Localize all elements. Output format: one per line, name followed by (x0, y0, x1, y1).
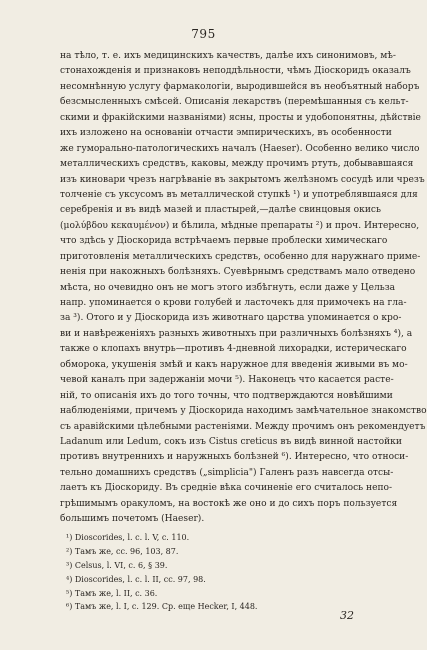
text-line: ненія при накожныхъ болѣзняхъ. Суевѣрнымъ средствамъ мало отведено (60, 267, 416, 278)
text-line: съ аравійскими цѣлебными растеніями. Между прочимъ онъ рекомендуетъ (60, 421, 426, 432)
text-line: тельно домашнихъ средствъ („simplicia") Галенъ разъ навсегда отсы- (60, 467, 394, 478)
footnote: ²) Тамъ же, сс. 96, 103, 87. (66, 546, 179, 556)
text-line: приготовленія металлическихъ средствъ, особенно для наружнаго приме- (60, 251, 421, 262)
text-line: ви и навѣреженіяхъ разныхъ животныхъ при различныхъ болѣзняхъ ⁴), а (60, 328, 413, 339)
text-line: большимъ почетомъ (Haeser). (60, 514, 205, 525)
footnote: ¹) Dioscorides, l. c. l. V, c. 110. (66, 533, 190, 542)
text-line: также о клопахъ внутрь—противъ 4-дневной лихорадки, истерическаго (60, 344, 407, 355)
text-line: на тѣло, т. е. ихъ медицинскихъ качествъ, далѣе ихъ синонимовъ, мѣ- (60, 51, 396, 61)
text-line: Ladanum или Ledum, сокъ изъ Cistus creticus въ видѣ винной настойки (60, 436, 402, 447)
text-line: серебренія и въ видѣ мазей и пластырей,—далѣе свинцовыя окись (60, 205, 381, 216)
footnote: ⁴) Dioscorides, l. c. l. II, cc. 97, 98. (66, 574, 206, 584)
text-line: чевой каналъ при задержаніи мочи ⁵). Наконецъ что касается расте- (60, 375, 394, 386)
text-line: противъ внутреннихъ и наружныхъ болѣзней ⁶). Интересно, что относи- (60, 452, 409, 463)
footnotes (66, 531, 366, 614)
text-line: ихъ изложено на основаніи отчасти эмпирическихъ, въ особенности (60, 128, 392, 139)
text-line: ній, то описанія ихъ до того точны, что подтверждаются новѣйшими (60, 390, 393, 401)
page-number: 795 (191, 27, 216, 41)
text-line: обморока, укушенія змѣй и какъ наружное для введенія живыми въ мо- (60, 359, 408, 370)
text-line: стонахожденія и признаковъ неподдѣльности, чѣмъ Діоскоридъ оказалъ (60, 66, 411, 77)
text-line: мѣста, но очевидно онъ не могъ этого избѣгнуть, если даже у Цельза (60, 282, 396, 293)
text-line: что здѣсь у Діоскорида встрѣчаемъ первые проблески химическаго (60, 236, 388, 247)
footnote: ³) Celsus, l. VI, c. 6, § 39. (66, 560, 168, 570)
text-line: несомнѣнную услугу фармакологіи, выродившейся въ необъятный наборъ (60, 81, 420, 92)
text-line: (μολύβδου κεκαυμένον) и бѣлила, мѣдные препараты ²) и проч. Интересно, (60, 220, 420, 231)
text-line: толченіе съ уксусомъ въ металлической ступкѣ ¹) и употреблявшаяся для (60, 189, 418, 200)
text-line: лаетъ къ Діоскориду. Въ средніе вѣка сочиненіе его считалось непо- (60, 483, 393, 494)
text-line: за ³). Отого и у Діоскорида изъ животнаго царства упоминается о кро- (60, 313, 402, 324)
text-line: скими и фракійскими названіями) ясны, просты и удобопонятны, дѣйствіе (60, 112, 421, 123)
text-line: грѣшимымъ оракуломъ, на востокѣ же оно и до сихъ поръ пользуется (60, 498, 398, 509)
text-line: безсмысленныхъ смѣсей. Описанія лекарствъ (перемѣшанныя съ кельт- (60, 97, 409, 108)
text-line: же гуморально-патологическихъ началъ (Haeser). Особенно велико число (60, 143, 420, 154)
text-line: наблюденіями, причемъ у Діоскорида находимъ замѣчательное знакомство (60, 406, 427, 417)
text-line: изъ киновари чрезъ нагрѣваніе въ закрытомъ желѣзномъ сосудѣ или чрезъ (60, 174, 425, 185)
text-line: напр. упоминается о крови голубей и ласточекъ для примочекъ на гла- (60, 298, 407, 308)
footnote: ⁵) Тамъ же, l. II, c. 36. (66, 588, 158, 598)
signature-mark: 32 (340, 609, 354, 622)
text-line: металлическихъ средствъ, каковы, между прочимъ ртуть, добывавшаяся (60, 159, 414, 170)
body-text (60, 49, 427, 528)
footnote: ⁶) Тамъ же, l. I, c. 129. Ср. еще Hecker, I, 448. (66, 602, 258, 612)
